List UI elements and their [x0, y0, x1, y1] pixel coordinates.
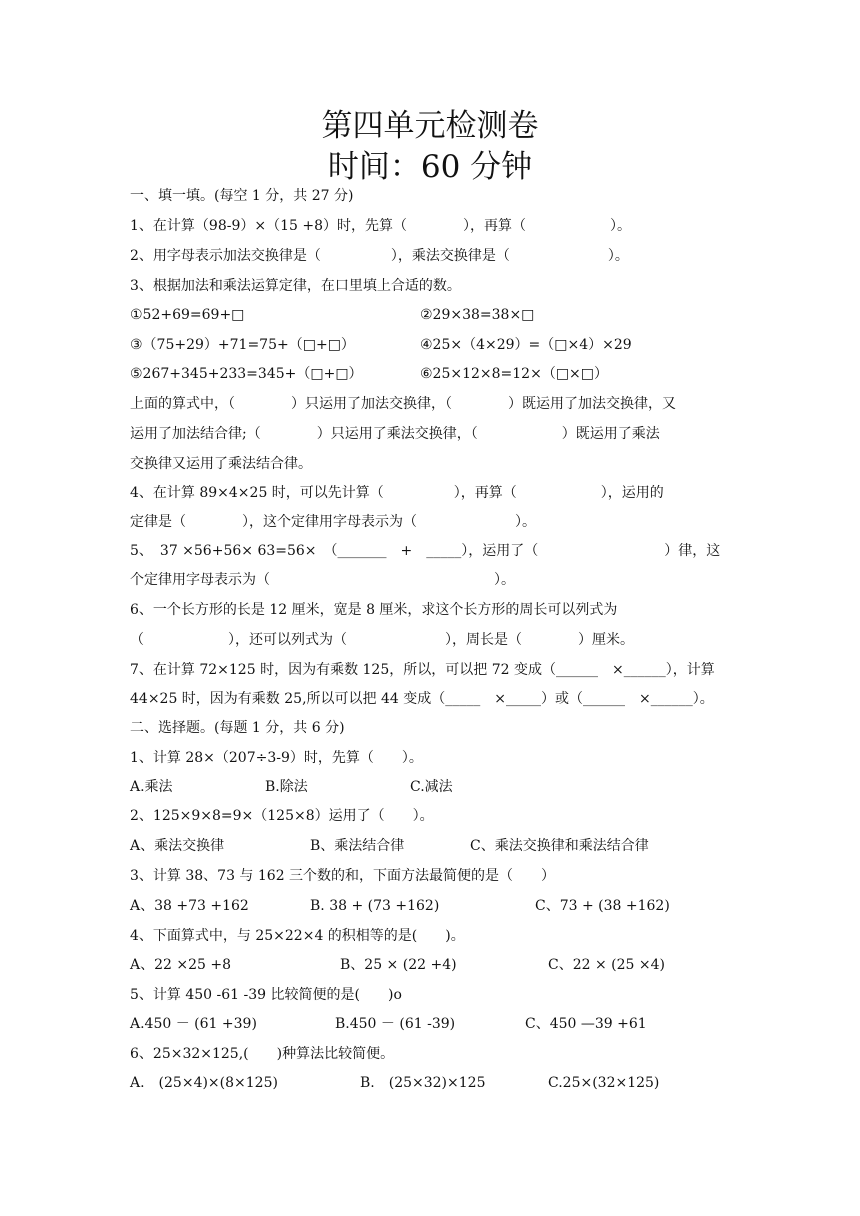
- s1-question-7-line1: 7、在计算 72×125 时，因为有乘数 125，所以，可以把 72 变成（______ ×______），计算: [130, 662, 715, 678]
- exam-title: 第四单元检测卷: [321, 108, 539, 144]
- s2-q1-option-c: C.减法: [410, 779, 453, 795]
- s2-q2-option-a: A、乘法交换律: [130, 838, 225, 854]
- s2-q2-option-b: B、乘法结合律: [310, 838, 405, 854]
- s1-question-2: 2、用字母表示加法交换律是（ ），乘法交换律是（ ）。: [130, 248, 629, 264]
- s2-q2-option-c: C、乘法交换律和乘法结合律: [470, 838, 649, 854]
- s2-question-5: 5、计算 450 -61 -39 比较简便的是( )o: [130, 987, 402, 1003]
- s1-question-5-line1: 5、 37 ×56+56× 63=56× （_______ + _____），运用了（ ）律，这: [130, 543, 721, 559]
- s2-q5-option-b: B.450 － (61 -39): [335, 1016, 456, 1032]
- s2-q6-option-b: B. (25×32)×125: [360, 1075, 486, 1091]
- s2-q3-option-b: B. 38 + (73 +162): [310, 898, 440, 914]
- s2-q3-option-a: A、38 +73 +162: [130, 898, 249, 914]
- s1-question-4-line1: 4、在计算 89×4×25 时，可以先计算（ ），再算（ ），运用的: [130, 485, 664, 501]
- s2-q1-option-b: B.除法: [265, 779, 308, 795]
- s2-q6-option-c: C.25×(32×125): [548, 1075, 660, 1091]
- s2-q3-option-c: C、73 + (38 +162): [535, 898, 670, 914]
- s1-q3-item-5: ⑤267+345+233=345+（□+□）: [130, 366, 363, 382]
- s2-question-4: 4、下面算式中，与 25×22×4 的积相等的是( )。: [130, 928, 465, 944]
- s1-q3-item-3: ③（75+29）+71=75+（□+□）: [130, 337, 355, 353]
- s2-question-6: 6、25×32×125,( )种算法比较简便。: [130, 1046, 395, 1062]
- s1-question-1: 1、在计算（98-9）×（15 +8）时，先算（ ），再算（ ）。: [130, 218, 631, 234]
- s2-q5-option-c: C、450 —39 +61: [525, 1016, 647, 1032]
- s1-question-6-line2: （ ），还可以列式为（ ），周长是（ ）厘米。: [130, 632, 634, 648]
- s2-question-1: 1、计算 28×（207÷3-9）时，先算（ ）。: [130, 750, 423, 766]
- s1-question-7-line2: 44×25 时，因为有乘数 25,所以可以把 44 变成（_____ ×_____）或（______ ×______）。: [130, 691, 714, 707]
- s1-q3-item-2: ②29×38=38×□: [420, 307, 535, 323]
- s1-question-5-line2: 个定律用字母表示为（ ）。: [130, 572, 515, 588]
- s2-q4-option-a: A、22 ×25 +8: [130, 957, 232, 973]
- s1-question-4-line2: 定律是（ ），这个定律用字母表示为（ ）。: [130, 514, 536, 530]
- s1-q3-item-1: ①52+69=69+□: [130, 307, 245, 323]
- s1-q3-item-6: ⑥25×12×8=12×（□×□）: [420, 366, 609, 382]
- s2-q1-option-a: A.乘法: [130, 779, 173, 795]
- s2-q4-option-b: B、25 × (22 +4): [340, 957, 457, 973]
- s1-question-3: 3、根据加法和乘法运算定律，在口里填上合适的数。: [130, 278, 461, 294]
- s1-q3-text-3: 交换律又运用了乘法结合律。: [130, 456, 312, 472]
- s2-q4-option-c: C、22 × (25 ×4): [548, 957, 665, 973]
- section1-heading: 一、填一填。(每空 1 分，共 27 分): [130, 188, 354, 204]
- exam-subtitle: 时间：60 分钟: [327, 149, 533, 185]
- s2-question-3: 3、计算 38、73 与 162 三个数的和，下面方法最简便的是（ ）: [130, 868, 556, 884]
- s1-q3-item-4: ④25×（4×29）=（□×4）×29: [420, 337, 632, 353]
- section2-heading: 二、选择题。(每题 1 分，共 6 分): [130, 720, 345, 736]
- s1-q3-text-1: 上面的算式中，（ ）只运用了加法交换律，（ ）既运用了加法交换律，又: [130, 396, 676, 412]
- s1-q3-text-2: 运用了加法结合律;（ ）只运用了乘法交换律，（ ）既运用了乘法: [130, 426, 660, 442]
- s2-q6-option-a: A. (25×4)×(8×125): [130, 1075, 278, 1091]
- s2-q5-option-a: A.450 － (61 +39): [130, 1016, 257, 1032]
- s2-question-2: 2、125×9×8=9×（125×8）运用了（ ）。: [130, 808, 434, 824]
- s1-question-6-line1: 6、一个长方形的长是 12 厘米，宽是 8 厘米，求这个长方形的周长可以列式为: [130, 602, 618, 618]
